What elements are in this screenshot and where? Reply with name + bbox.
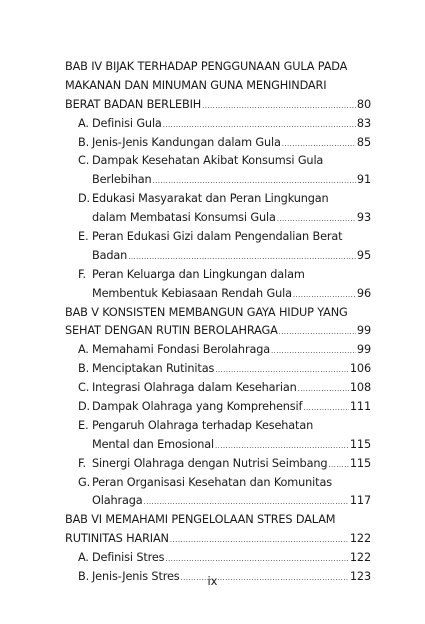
- page-number: 108: [349, 381, 371, 395]
- page-number: 96: [356, 286, 371, 300]
- entry-title: Peran Keluarga dan Lingkungan dalam: [92, 267, 305, 281]
- entry-title: Integrasi Olahraga dalam Keseharian: [92, 381, 297, 395]
- page-number: 123: [349, 570, 371, 584]
- toc-entry[interactable]: [65, 190, 371, 209]
- page-number: 122: [349, 551, 371, 565]
- page-number: 122: [349, 532, 371, 546]
- entry-title: Peran Edukasi Gizi dalam Pengendalian Berat: [92, 230, 343, 244]
- chapter-heading[interactable]: [65, 322, 371, 341]
- dot-leader: [328, 456, 348, 475]
- entry-title: Memahami Fondasi Berolahraga: [92, 343, 271, 357]
- chapter-title: SEHAT DENGAN RUTIN BEROLAHRAGA: [65, 324, 278, 338]
- entry-title: Definisi Gula: [92, 116, 162, 130]
- dot-leader: [279, 323, 356, 342]
- dot-leader: [303, 399, 349, 418]
- chapter-heading[interactable]: [65, 530, 371, 549]
- entry-title: Pengaruh Olahraga terhadap Kesehatan: [92, 418, 314, 432]
- chapter-title: BAB V KONSISTEN MEMBANGUN GAYA HIDUP YANG: [65, 305, 348, 319]
- toc-entry-continuation[interactable]: [65, 209, 371, 228]
- chapter-heading: [65, 77, 371, 96]
- page-number: 115: [349, 437, 371, 451]
- toc-entry[interactable]: [65, 549, 371, 568]
- entry-letter: F.: [78, 456, 86, 470]
- page-number: 91: [356, 173, 371, 187]
- toc-entry-continuation[interactable]: [65, 492, 371, 511]
- toc-entry[interactable]: [65, 398, 371, 417]
- entry-letter: B.: [78, 362, 90, 376]
- chapter-title: BAB VI MEMAHAMI PENGELOLAAN STRES DALAM: [65, 513, 336, 527]
- dot-leader: [298, 380, 349, 399]
- toc-entry[interactable]: [65, 341, 371, 360]
- chapter-heading: [65, 58, 371, 77]
- entry-title: Peran Organisasi Kesehatan dan Komunitas: [92, 475, 332, 489]
- dot-leader: [202, 97, 356, 116]
- entry-title: Dampak Kesehatan Akibat Konsumsi Gula: [92, 154, 324, 168]
- toc-entry[interactable]: [65, 474, 371, 493]
- chapter-title: BERAT BADAN BERLEBIH: [65, 97, 202, 111]
- dot-leader: [271, 342, 356, 361]
- page-number: 99: [356, 343, 371, 357]
- dot-leader: [165, 550, 348, 569]
- entry-letter: B.: [78, 135, 90, 149]
- entry-title: Menciptakan Rutinitas: [92, 362, 215, 376]
- entry-letter: D.: [78, 400, 90, 414]
- entry-title: dalam Membatasi Konsumsi Gula: [92, 211, 276, 225]
- dot-leader: [215, 437, 349, 456]
- entry-title: Membentuk Kebiasaan Rendah Gula: [92, 286, 292, 300]
- page-number: 99: [356, 324, 371, 338]
- dot-leader: [215, 361, 349, 380]
- toc-entry[interactable]: [65, 152, 371, 171]
- entry-letter: A.: [78, 551, 89, 565]
- toc-entry-continuation[interactable]: [65, 247, 371, 266]
- entry-title: Definisi Stres: [92, 551, 165, 565]
- entry-title: Berlebihan: [92, 173, 152, 187]
- entry-title: Sinergi Olahraga dengan Nutrisi Seimbang: [92, 456, 328, 470]
- entry-title: Badan: [92, 248, 128, 262]
- page-folio: ix: [207, 574, 218, 588]
- entry-letter: A.: [78, 343, 89, 357]
- page-number: 117: [349, 494, 371, 508]
- toc-entry[interactable]: [65, 115, 371, 134]
- entry-title: Jenis-Jenis Kandungan dalam Gula: [92, 135, 281, 149]
- page-number: 95: [356, 248, 371, 262]
- toc-entry-continuation[interactable]: [65, 171, 371, 190]
- page-number: 83: [356, 116, 371, 130]
- entry-letter: C.: [78, 381, 90, 395]
- dot-leader: [128, 248, 356, 267]
- entry-title: Edukasi Masyarakat dan Peran Lingkungan: [92, 192, 329, 206]
- toc-entry[interactable]: [65, 134, 371, 153]
- toc-entry-continuation[interactable]: [65, 285, 371, 304]
- chapter-heading: [65, 304, 371, 323]
- toc-entry[interactable]: [65, 360, 371, 379]
- toc-entry[interactable]: [65, 266, 371, 285]
- page-number: 85: [356, 135, 371, 149]
- toc-entry-continuation[interactable]: [65, 436, 371, 455]
- entry-title: Mental dan Emosional: [92, 437, 214, 451]
- chapter-heading: [65, 511, 371, 530]
- dot-leader: [144, 493, 349, 512]
- dot-leader: [163, 116, 356, 135]
- entry-letter: C.: [78, 154, 90, 168]
- chapter-title: BAB IV BIJAK TERHADAP PENGGUNAAN GULA PADA: [65, 60, 348, 73]
- page-number: 80: [356, 97, 371, 111]
- dot-leader: [153, 172, 356, 191]
- page-number: 111: [349, 400, 371, 414]
- entry-letter: D.: [78, 192, 90, 206]
- entry-title: Olahraga: [92, 494, 143, 508]
- entry-letter: F.: [78, 267, 86, 281]
- toc-entry[interactable]: [65, 228, 371, 247]
- entry-title: Jenis-Jenis Stres: [92, 570, 180, 584]
- page-number: 93: [356, 211, 371, 225]
- chapter-title: MAKANAN DAN MINUMAN GUNA MENGHINDARI: [65, 78, 327, 92]
- toc-entry[interactable]: [65, 417, 371, 436]
- page-number: 106: [349, 362, 371, 376]
- chapter-title: RUTINITAS HARIAN: [65, 532, 169, 546]
- toc-entry[interactable]: [65, 455, 371, 474]
- entry-letter: E.: [78, 230, 89, 244]
- entry-letter: A.: [78, 116, 89, 130]
- dot-leader: [282, 135, 356, 154]
- entry-letter: E.: [78, 418, 89, 432]
- table-of-contents: [65, 58, 371, 587]
- toc-entry[interactable]: [65, 379, 371, 398]
- dot-leader: [170, 531, 349, 550]
- dot-leader: [293, 286, 356, 305]
- chapter-heading[interactable]: [65, 96, 371, 115]
- dot-leader: [277, 210, 356, 229]
- entry-letter: B.: [78, 570, 90, 584]
- page-number: 115: [349, 456, 371, 470]
- entry-letter: G.: [78, 475, 91, 489]
- entry-title: Dampak Olahraga yang Komprehensif: [92, 400, 303, 414]
